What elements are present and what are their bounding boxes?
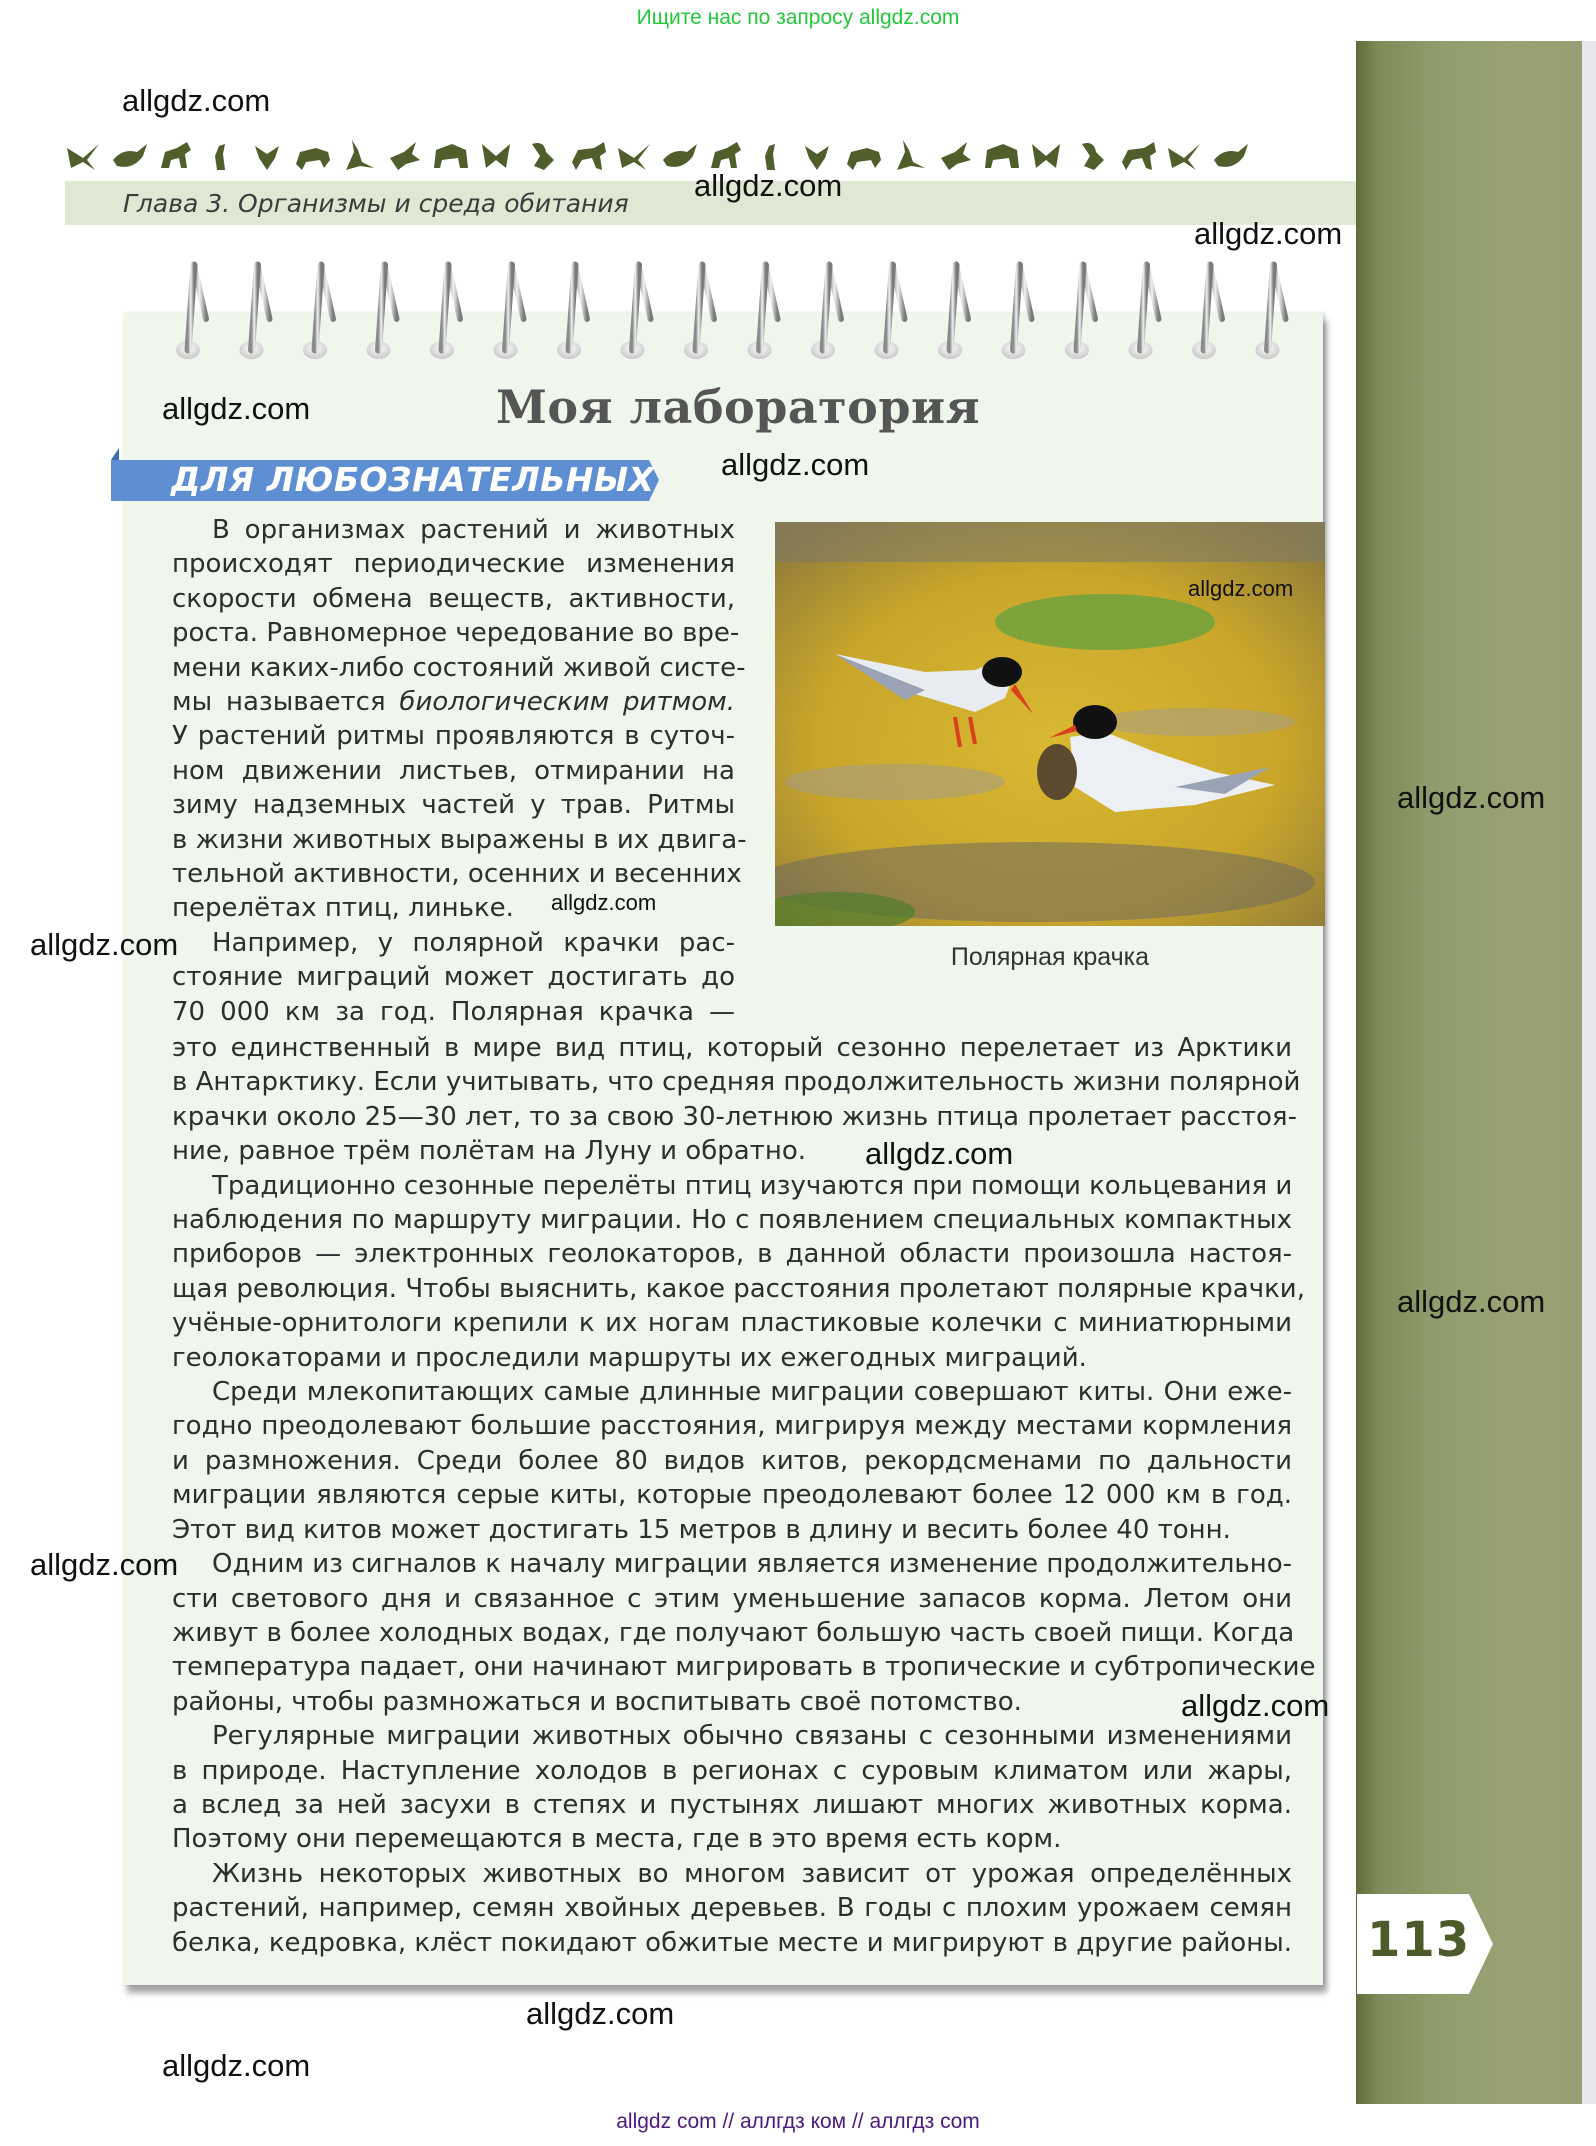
whale-icon: [111, 138, 149, 172]
text-line: щая революция. Чтобы выяснить, какое расстояния пролетают полярные крачки,: [172, 1273, 1305, 1304]
butterfly-icon: [983, 138, 1021, 172]
spiral-binding: [0, 255, 1330, 365]
spiral-ring-icon: [1129, 265, 1159, 359]
text-line: районы, чтобы размножаться и воспитывать своё потомство.: [172, 1686, 1022, 1717]
text-line: это единственный в мире вид птиц, который сезонно перелетает из Арктики: [172, 1033, 1292, 1063]
spiral-ring-icon: [430, 265, 460, 359]
text-line: Поэтому они перемещаются в места, где в это время есть корм.: [172, 1824, 1062, 1855]
antelope-icon: [937, 138, 975, 172]
watermark-text: allgdz.com: [122, 83, 271, 118]
bison-icon: [294, 138, 332, 172]
spiral-ring-icon: [875, 265, 905, 359]
text-line: Среди млекопитающих самые длинные миграции совершают киты. Они еже-: [212, 1377, 1292, 1408]
text-line: белка, кедровка, клёст покидают обжитые месте и мигрируют в другие районы.: [172, 1927, 1292, 1958]
text-line: наблюдения по маршруту миграции. Но с появлением специальных компактных: [172, 1205, 1292, 1236]
text-line: живут в более холодных водах, где получают большую часть своей пищи. Когда: [172, 1617, 1295, 1648]
section-label: ДЛЯ ЛЮБОЗНАТЕЛЬНЫХ: [171, 460, 655, 499]
text-line: Одним из сигналов к началу миграции является изменение продолжительно-: [212, 1549, 1292, 1580]
swallow-icon: [616, 138, 654, 172]
text-line: 70 000 км за год. Полярная крачка —: [172, 996, 735, 1027]
watermark-text: allgdz.com: [1181, 1688, 1330, 1723]
butterfly-icon: [478, 138, 516, 172]
spiral-ring-icon: [557, 265, 587, 359]
photo-caption: Полярная крачка: [950, 943, 1150, 971]
text-line: и размножения. Среди более 80 видов китов, рекордсменами по дальности: [172, 1445, 1292, 1476]
text-line: тельной активности, осенних и весенних: [172, 859, 742, 890]
watermark-text: allgdz.com: [162, 2048, 311, 2083]
spiral-ring-icon: [621, 265, 651, 359]
watermark-text: allgdz.com: [865, 1136, 1014, 1171]
kangaroo-icon: [891, 138, 929, 172]
text-line: годно преодолевают большие расстояния, мигрируя между местами кормления: [172, 1411, 1292, 1442]
whale-icon: [661, 138, 699, 172]
page-number-tab: [1357, 1894, 1493, 1994]
bison-icon: [845, 138, 883, 172]
key-term: биологическим ритмом.: [399, 687, 735, 718]
text-line: скорости обмена веществ, активности,: [172, 583, 735, 614]
page-side-bar: [1356, 41, 1582, 2104]
section-label-banner: [111, 448, 659, 502]
spiral-ring-icon: [1002, 265, 1032, 359]
page-edge-strip: [1582, 41, 1596, 2104]
text-line: в природе. Наступление холодов в регионах с суровым климатом или жары,: [172, 1755, 1292, 1786]
watermark-text: allgdz.com: [1397, 1284, 1546, 1319]
whale-icon: [1166, 138, 1204, 172]
watermark-text: allgdz.com: [1188, 576, 1294, 601]
text-line: Например, у полярной крачки рас-: [212, 927, 735, 958]
text-line: стояние миграций может достигать до: [172, 962, 735, 993]
text-line: роста. Равномерное чередование во вре-: [172, 618, 740, 649]
watermark-text: allgdz.com: [694, 168, 843, 203]
text-line: миграции являются серые киты, которые преодолевают более 12 000 км в год.: [172, 1480, 1292, 1511]
text-line: ние, равное трём полётам на Луну и обратно.: [172, 1136, 806, 1167]
text-line: У растений ритмы проявляются в суточ-: [172, 721, 735, 752]
text-line: крачки около 25—30 лет, то за свою 30-летнюю жизнь птица пролетает расстоя-: [172, 1101, 1297, 1132]
text-line: зиму надземных частей у трав. Ритмы: [172, 790, 735, 821]
swallow-icon: [65, 138, 103, 172]
spiral-ring-icon: [748, 265, 778, 359]
spiral-ring-icon: [240, 265, 270, 359]
spiral-ring-icon: [938, 265, 968, 359]
spiral-ring-icon: [1065, 265, 1095, 359]
watermark-text: allgdz.com: [1194, 216, 1343, 251]
text-line: перелётах птиц, линьке.: [172, 893, 514, 924]
section-title: Моя лаборатория: [496, 380, 981, 434]
meerkat-icon: [203, 138, 241, 172]
horse-icon: [1074, 138, 1112, 172]
spiral-ring-icon: [176, 265, 206, 359]
horse-icon: [570, 138, 608, 172]
buffalo-icon: [432, 138, 470, 172]
moose-icon: [707, 138, 745, 172]
scorpion-icon: [524, 138, 562, 172]
text-line: геолокаторами и проследили маршруты их ежегодных миграций.: [172, 1342, 1087, 1373]
footer-links[interactable]: allgdz com // аллгдз ком // аллгдз com: [616, 2110, 980, 2133]
text-line: растений, например, семян хвойных деревьев. В годы с плохим урожаем семян: [172, 1893, 1292, 1924]
text-line: в жизни животных выражены в их двига-: [172, 824, 747, 855]
moose-icon: [1212, 138, 1250, 172]
swallow-icon: [1120, 138, 1158, 172]
watermark-text: allgdz.com: [30, 927, 179, 962]
text-line: происходят периодические изменения: [172, 549, 735, 580]
intro-paragraph-column: [172, 513, 747, 1029]
text-line: мени каких-либо состояний живой систе-: [172, 652, 746, 683]
spiral-ring-icon: [303, 265, 333, 359]
top-search-banner[interactable]: Ищите нас по запросу allgdz.com: [636, 6, 960, 29]
moth-icon: [249, 138, 287, 172]
meerkat-icon: [753, 138, 791, 172]
text-line: температура падает, они начинают мигрировать в тропические и субтропические: [172, 1652, 1316, 1683]
kangaroo-icon: [340, 138, 378, 172]
watermark-text: allgdz.com: [162, 391, 311, 426]
main-text-column: [172, 1031, 1316, 1960]
scorpion-icon: [1028, 138, 1066, 172]
text-line: Традиционно сезонные перелёты птиц изучаются при помощи кольцевания и: [212, 1170, 1293, 1201]
moose-icon: [157, 138, 195, 172]
watermark-text: allgdz.com: [1397, 780, 1546, 815]
text-line: Жизнь некоторых животных во многом зависит от урожая определённых: [212, 1858, 1292, 1889]
text-line: приборов — электронных геолокаторов, в данной области произошла настоя-: [172, 1239, 1292, 1270]
page-number: 113: [1367, 1912, 1471, 1968]
text-line: в Антарктику. Если учитывать, что средняя продолжительность жизни полярной: [172, 1067, 1301, 1098]
text-line: учёные-орнитологи крепили к их ногам пластиковые колечки с миниатюрными: [172, 1308, 1292, 1339]
spiral-ring-icon: [1256, 265, 1286, 359]
text-line: сти светового дня и связанное с этим уменьшение запасов корма. Летом они: [172, 1583, 1292, 1614]
chapter-title: Глава 3. Организмы и среда обитания: [123, 189, 629, 218]
watermark-text: allgdz.com: [526, 1996, 675, 2031]
spiral-ring-icon: [811, 265, 841, 359]
spiral-ring-icon: [684, 265, 714, 359]
moth-icon: [799, 138, 837, 172]
text-line: Этот вид китов может достигать 15 метров в длину и весить более 40 тонн.: [172, 1514, 1231, 1545]
text-line: ном движении листьев, отмирании на: [172, 755, 735, 786]
spiral-ring-icon: [367, 265, 397, 359]
watermark-text: allgdz.com: [551, 890, 657, 915]
text-line: а вслед за ней засухи в степях и пустынях лишают многих животных корма.: [172, 1789, 1292, 1820]
text-line: В организмах растений и животных: [212, 515, 735, 545]
text-line: Регулярные миграции животных обычно связаны с сезонными изменениями: [212, 1721, 1292, 1752]
spiral-ring-icon: [494, 265, 524, 359]
watermark-text: allgdz.com: [30, 1547, 179, 1582]
text-line-with-term: [172, 685, 735, 719]
spiral-ring-icon: [1192, 265, 1222, 359]
watermark-text: allgdz.com: [721, 447, 870, 482]
antelope-icon: [386, 138, 424, 172]
animal-silhouette-band: [65, 134, 1250, 172]
text-fragment: мы называется: [172, 687, 386, 718]
